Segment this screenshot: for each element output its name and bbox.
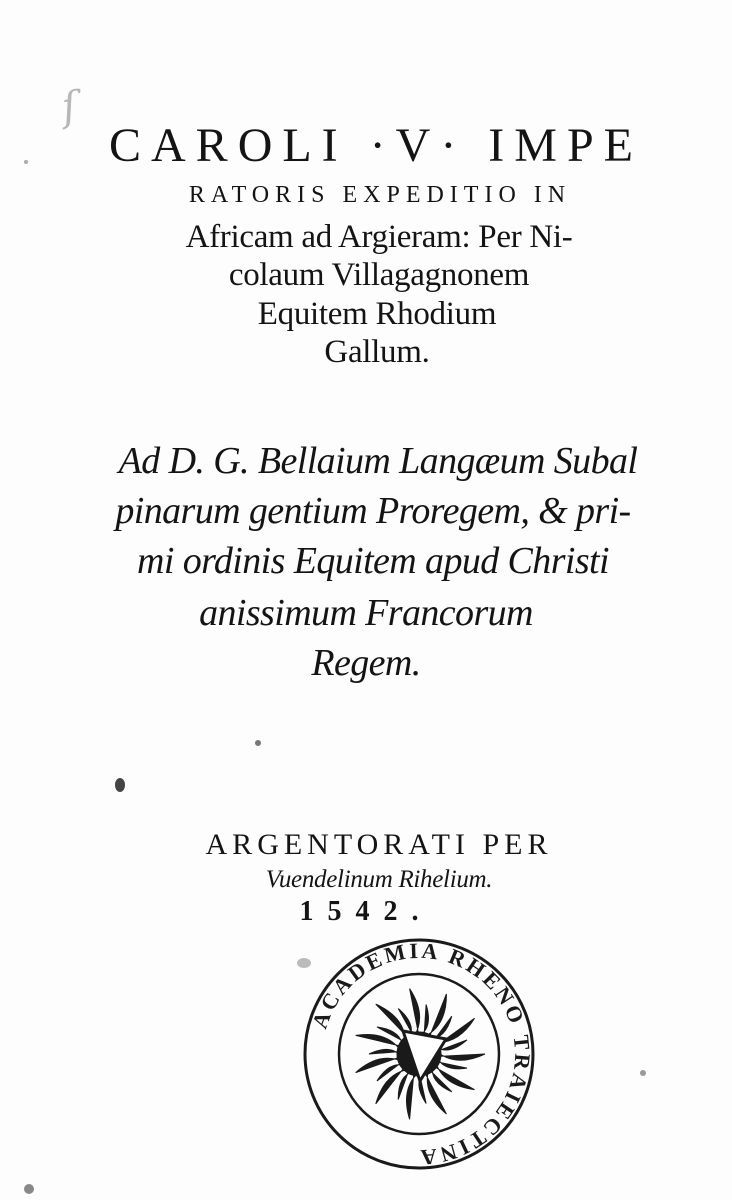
- scan-speck: [255, 740, 261, 746]
- sun-ray: [437, 1051, 485, 1060]
- stamp-inscription: ACADEMIA RHENO TRAIECTINA: [306, 937, 536, 1171]
- title-line-3: Africam ad Argieram: Per Ni-: [185, 219, 573, 255]
- imprint-printer: Vuendelinum Rihelium.: [265, 866, 493, 893]
- scan-speck: [640, 1070, 646, 1076]
- imprint-place: ARGENTORATI PER: [205, 828, 553, 861]
- sun-ray: [369, 1049, 401, 1056]
- title-line-6: Gallum.: [324, 334, 430, 370]
- title-line-1: CAROLI ·V· IMPE: [109, 119, 643, 172]
- manuscript-shelf-mark: ſ: [58, 83, 81, 131]
- title-line-4: colaum Villagagnonem: [228, 257, 530, 293]
- sun-ray: [406, 1071, 418, 1119]
- title-line-5: Equitem Rhodium: [257, 296, 497, 332]
- title-line-2: RATORIS EXPEDITIO IN: [188, 182, 572, 208]
- dedication-line-3: mi ordinis Equitem apud Christi: [137, 540, 609, 582]
- library-stamp: [300, 935, 538, 1173]
- sun-ray: [376, 1066, 409, 1104]
- scan-speck: [24, 1184, 34, 1194]
- sun-seal-icon: [300, 935, 538, 1173]
- imprint-year: 1542.: [299, 896, 433, 927]
- dedication-line-1: Ad D. G. Bellaium Langæum Subal: [118, 440, 638, 482]
- dedication-line-5: Regem.: [311, 642, 421, 684]
- scan-speck: [115, 778, 125, 792]
- dedication-line-4: anissimum Francorum: [199, 592, 533, 634]
- dedication-line-2: pinarum gentium Proregem, & pri-: [115, 490, 631, 532]
